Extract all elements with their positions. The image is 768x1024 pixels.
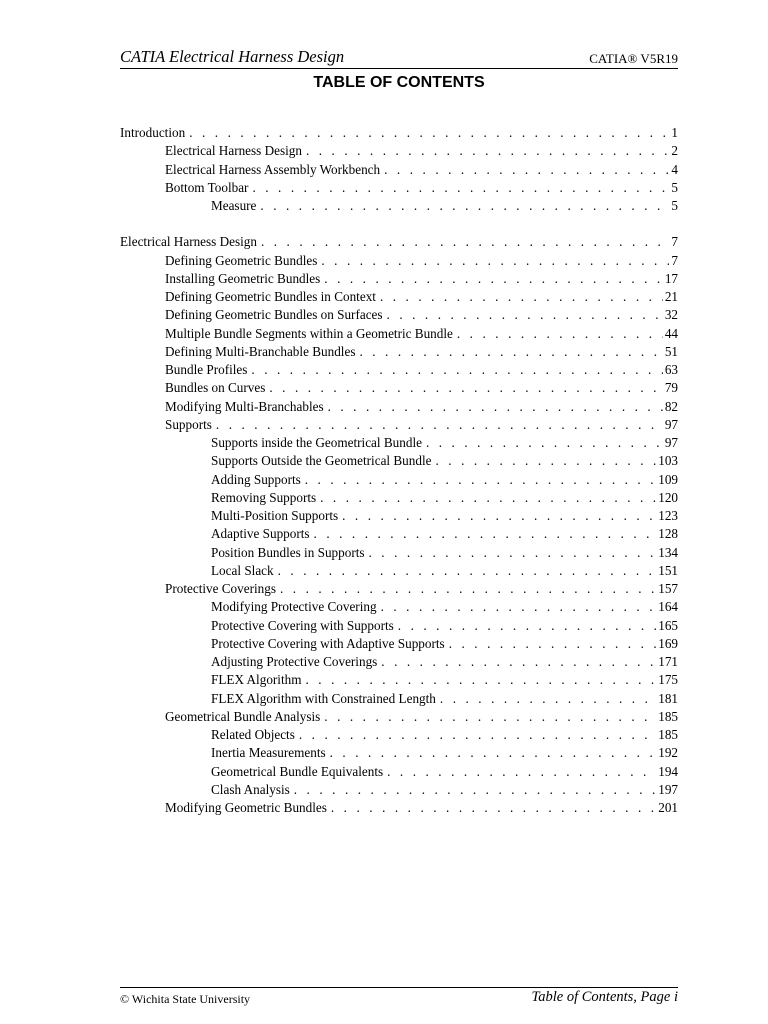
toc-entry xyxy=(120,252,678,270)
toc-entry-page: 169 xyxy=(658,635,678,651)
toc-entry-title: Supports inside the Geometrical Bundle xyxy=(211,435,422,451)
toc-entry-page: 181 xyxy=(658,690,678,706)
toc-dot-leader xyxy=(381,598,657,616)
toc-entry-page: 4 xyxy=(671,161,678,177)
toc-dot-leader xyxy=(449,635,657,653)
toc-entry xyxy=(120,325,678,343)
toc-entry-title: Bottom Toolbar xyxy=(165,179,249,195)
toc-entry xyxy=(120,343,678,361)
toc-entry-page: 1 xyxy=(671,125,678,140)
toc-entry-page: 175 xyxy=(658,672,678,688)
toc-entry-title: Modifying Geometric Bundles xyxy=(165,800,327,816)
toc-entry xyxy=(120,197,678,215)
toc-entry xyxy=(120,580,678,598)
toc-entry xyxy=(120,306,678,324)
toc-entry-page: 97 xyxy=(664,435,678,451)
toc-entry-page: 157 xyxy=(658,581,678,597)
toc-dot-leader xyxy=(280,580,656,598)
toc-entry-page: 164 xyxy=(658,599,678,615)
toc-dot-leader xyxy=(252,179,669,197)
toc-entry-title: Removing Supports xyxy=(211,489,317,505)
toc-entry-page: 63 xyxy=(664,362,678,378)
toc-dot-leader xyxy=(387,763,656,781)
toc-dot-leader xyxy=(380,288,663,306)
toc-entry-title: Defining Geometric Bundles xyxy=(165,252,318,268)
toc-entry xyxy=(120,799,678,817)
toc-entry xyxy=(120,562,678,580)
toc-entry-page: 194 xyxy=(658,763,678,779)
toc-entry xyxy=(120,598,678,616)
toc-entry xyxy=(120,744,678,762)
toc-entry xyxy=(120,507,678,525)
toc-entry-title: Electrical Harness Assembly Workbench xyxy=(165,161,381,177)
toc-dot-leader xyxy=(278,562,657,580)
toc-entry-page: 2 xyxy=(671,143,678,159)
toc-dot-leader xyxy=(398,617,656,635)
toc-dot-leader xyxy=(324,708,656,726)
toc-entry-page: 5 xyxy=(671,198,678,213)
toc-dot-leader xyxy=(369,544,657,562)
toc-dot-leader xyxy=(457,325,663,343)
toc-entry-page: 21 xyxy=(664,289,678,305)
toc-dot-leader xyxy=(314,525,657,543)
toc-dot-leader xyxy=(324,270,663,288)
toc-entry-page: 134 xyxy=(658,544,678,560)
toc-entry-page: 97 xyxy=(664,416,678,432)
document-title: CATIA Electrical Harness Design xyxy=(120,47,345,66)
toc-entry-title: Supports xyxy=(165,416,212,432)
toc-dot-leader xyxy=(331,799,656,817)
toc-dot-leader xyxy=(305,671,656,689)
toc-entry-page: 7 xyxy=(671,234,678,250)
toc-dot-leader xyxy=(440,690,656,708)
toc-entry-page: 51 xyxy=(664,343,678,359)
toc-entry xyxy=(120,617,678,635)
toc-dot-leader xyxy=(299,726,656,744)
toc-entry-title: Introduction xyxy=(120,125,186,140)
toc-entry-title: Geometrical Bundle Analysis xyxy=(165,708,321,724)
toc-entry-title: FLEX Algorithm xyxy=(211,672,302,688)
toc-entry xyxy=(120,233,678,251)
toc-entry-title: Clash Analysis xyxy=(211,781,290,797)
toc-entry xyxy=(120,726,678,744)
toc-dot-leader xyxy=(426,434,663,452)
toc-dot-leader xyxy=(387,306,663,324)
toc-entry xyxy=(120,179,678,197)
toc-entry xyxy=(120,416,678,434)
toc-entry-page: 103 xyxy=(658,453,678,469)
toc-entry xyxy=(120,489,678,507)
toc-dot-leader xyxy=(260,197,669,215)
toc-entry xyxy=(120,379,678,397)
toc-entry xyxy=(120,781,678,799)
toc-entry-page: 165 xyxy=(658,617,678,633)
toc-dot-leader xyxy=(269,379,662,397)
toc-entry xyxy=(120,708,678,726)
toc-entry-title: Adaptive Supports xyxy=(211,526,310,542)
toc-entry-title: Local Slack xyxy=(211,562,274,578)
toc-dot-leader xyxy=(328,398,663,416)
toc-entry-title: Protective Coverings xyxy=(165,581,276,597)
toc-entry xyxy=(120,763,678,781)
toc-entry-title: Electrical Harness Design xyxy=(120,234,257,250)
toc-entry xyxy=(120,452,678,470)
toc-dot-leader xyxy=(436,452,657,470)
toc-dot-leader xyxy=(320,489,656,507)
toc-entry-page: 82 xyxy=(664,398,678,414)
toc-entry-title: FLEX Algorithm with Constrained Length xyxy=(211,690,436,706)
toc-entry-title: Bundle Profiles xyxy=(165,362,248,378)
page-header xyxy=(120,46,678,69)
table-of-contents xyxy=(120,124,678,817)
toc-entry-page: 185 xyxy=(658,708,678,724)
toc-entry-title: Protective Covering with Adaptive Supports xyxy=(211,635,445,651)
toc-entry-page: 7 xyxy=(671,252,678,268)
toc-entry xyxy=(120,544,678,562)
toc-entry-page: 120 xyxy=(658,489,678,505)
page-footer xyxy=(120,987,678,1012)
toc-entry xyxy=(120,653,678,671)
toc-entry-page: 151 xyxy=(658,562,678,578)
toc-entry-title: Installing Geometric Bundles xyxy=(165,270,321,286)
toc-entry xyxy=(120,288,678,306)
toc-dot-leader xyxy=(381,653,656,671)
toc-entry-page: 171 xyxy=(658,654,678,670)
toc-entry xyxy=(120,398,678,416)
toc-dot-leader xyxy=(384,161,669,179)
toc-dot-leader xyxy=(189,124,669,142)
toc-entry-title: Bundles on Curves xyxy=(165,380,266,396)
toc-entry-page: 32 xyxy=(664,307,678,323)
toc-entry xyxy=(120,161,678,179)
toc-entry-page: 197 xyxy=(658,781,678,797)
toc-entry-page: 44 xyxy=(664,325,678,341)
toc-dot-leader xyxy=(251,361,662,379)
toc-entry-page: 123 xyxy=(658,508,678,524)
toc-entry-title: Modifying Multi-Branchables xyxy=(165,398,324,414)
toc-entry-page: 79 xyxy=(664,380,678,396)
toc-entry-page: 17 xyxy=(664,270,678,286)
toc-dot-leader xyxy=(216,416,663,434)
toc-entry-title: Measure xyxy=(211,198,257,213)
toc-entry-title: Protective Covering with Supports xyxy=(211,617,394,633)
toc-entry xyxy=(120,471,678,489)
toc-entry-title: Defining Geometric Bundles on Surfaces xyxy=(165,307,383,323)
toc-entry-title: Related Objects xyxy=(211,727,295,743)
toc-dot-leader xyxy=(306,142,669,160)
page-heading: TABLE OF CONTENTS xyxy=(313,74,485,91)
toc-entry-title: Defining Multi-Branchable Bundles xyxy=(165,343,356,359)
toc-entry-page: 128 xyxy=(658,526,678,542)
toc-entry-title: Defining Geometric Bundles in Context xyxy=(165,289,376,305)
toc-dot-leader xyxy=(261,233,669,251)
toc-entry xyxy=(120,361,678,379)
toc-entry-page: 192 xyxy=(658,745,678,761)
copyright-notice: © Wichita State University xyxy=(120,992,251,1006)
toc-entry-page: 185 xyxy=(658,727,678,743)
toc-entry-title: Geometrical Bundle Equivalents xyxy=(211,763,384,779)
toc-dot-leader xyxy=(305,471,656,489)
toc-entry xyxy=(120,124,678,142)
toc-entry xyxy=(120,270,678,288)
toc-entry xyxy=(120,434,678,452)
toc-entry-page: 201 xyxy=(658,800,678,816)
toc-entry-title: Adding Supports xyxy=(211,471,301,487)
toc-entry-title: Multi-Position Supports xyxy=(211,508,339,524)
toc-dot-leader xyxy=(359,343,662,361)
toc-entry xyxy=(120,142,678,160)
toc-dot-leader xyxy=(294,781,656,799)
toc-entry-title: Inertia Measurements xyxy=(211,745,326,761)
toc-entry xyxy=(120,690,678,708)
toc-entry xyxy=(120,671,678,689)
toc-entry-title: Position Bundles in Supports xyxy=(211,544,365,560)
toc-entry-title: Adjusting Protective Coverings xyxy=(211,654,378,670)
toc-entry-title: Supports Outside the Geometrical Bundle xyxy=(211,453,432,469)
toc-dot-leader xyxy=(330,744,657,762)
toc-dot-leader xyxy=(342,507,656,525)
toc-entry-title: Multiple Bundle Segments within a Geometric Bundle xyxy=(165,325,453,341)
toc-entry-page: 5 xyxy=(671,179,678,195)
page-number-label: Table of Contents, Page i xyxy=(531,989,678,1005)
toc-entry-title: Modifying Protective Covering xyxy=(211,599,377,615)
toc-entry-page: 109 xyxy=(658,471,678,487)
toc-entry-title: Electrical Harness Design xyxy=(165,143,302,159)
toc-dot-leader xyxy=(321,252,669,270)
toc-entry xyxy=(120,635,678,653)
toc-entry xyxy=(120,525,678,543)
software-version: CATIA® V5R19 xyxy=(589,51,678,66)
